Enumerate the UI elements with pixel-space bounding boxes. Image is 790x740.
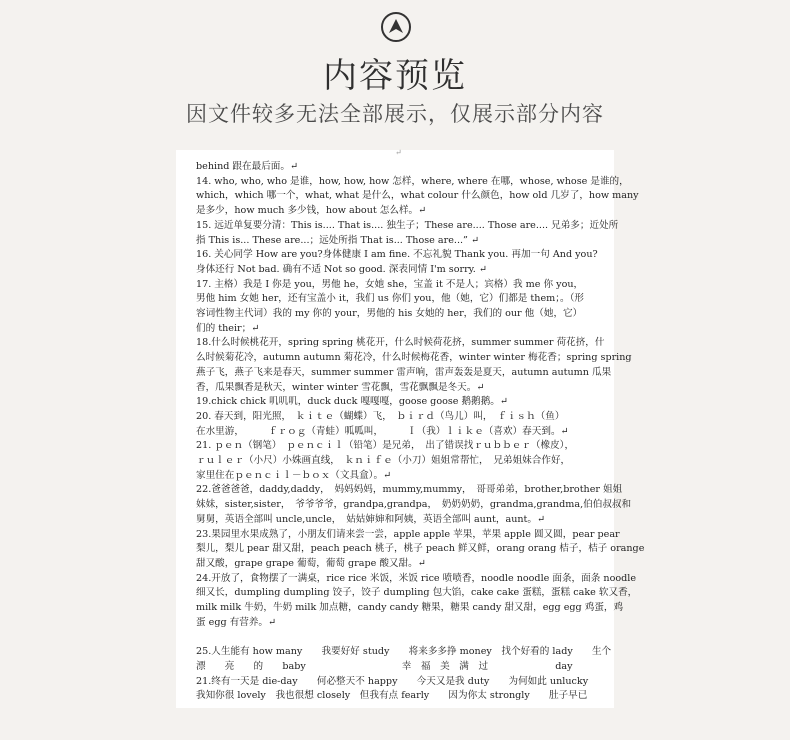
document-line: 蛋 egg 有营养。↵ xyxy=(196,616,277,628)
document-line: behind 跟在最后面。↵ xyxy=(196,161,299,172)
document-line: 家里住在ｐｅｎｃｉｌ－ｂｏｘ（文具盒）。↵ xyxy=(196,469,392,481)
document-line: 23.果园里水果成熟了，小朋友们请来尝一尝，apple apple 苹果，苹果 apple 圆又圆，pear pear xyxy=(196,528,620,540)
document-line: 细又长，dumpling dumpling 饺子，饺子 dumpling 包大馅，cake cake 蛋糕，蛋糕 cake 软又香， xyxy=(196,587,638,599)
document-line: 16. 关心同学 How are you?身体健康 I am fine. 不忘礼貌 Thank you. 再加一句 And you? xyxy=(196,249,598,261)
document-line: which，which 哪一个，what, what 是什么，what colour 什么颜色，how old 几岁了，how many xyxy=(196,190,639,202)
document-line: 燕子飞，燕子飞来是春天，summer summer 雷声响，雷声轰轰是夏天，autumn autumn 瓜果 xyxy=(196,366,612,378)
document-line: 容词性物主代词）我的 my 你的 your，男他的 his 女她的 her，我们的 our 他（她，它） xyxy=(196,308,583,320)
document-line: 17. 主格）我是 I 你是 you，男他 he，女她 she，宝盖 it 不是人；宾格）我 me 你 you， xyxy=(196,278,584,290)
document-line: 身体还行 Not bad. 确有不适 Not so good. 深表同情 I'm sorry. ↵ xyxy=(196,263,487,275)
document-line: 妹妹，sister,sister， 爷爷爷爷，grandpa,grandpa， 奶奶奶奶，grandma,grandma,伯伯叔叔和 xyxy=(196,499,632,511)
up-arrow-icon xyxy=(381,12,411,42)
document-line: 么时候菊花冷，autumn autumn 菊花冷，什么时候梅花香，winter winter 梅花香；spring spring xyxy=(196,352,632,364)
document-line: 是多少，how much 多少钱，how about 怎么样。↵ xyxy=(196,205,427,217)
document-line: 20. 春天到，阳光照， ｋｉｔｅ（蝴蝶）飞， ｂｉｒｄ（鸟儿）叫， ｆｉｓｈ（鱼） xyxy=(196,410,565,422)
preview-header xyxy=(0,0,790,140)
document-line: ｒｕｌｅｒ（小尺）小姝画直线， ｋｎｉｆｅ（小刀）姐姐常帮忙， 兄弟姐妹合作好， xyxy=(196,455,571,467)
document-line: 24.开放了，食物摆了一满桌，rice rice 米饭，米饭 rice 喷喷香，noodle noodle 面条，面条 noodle xyxy=(196,572,637,584)
document-line: 梨儿，梨儿 pear 甜又甜，peach peach 桃子，桃子 peach 鲜又鲜，orang orang 桔子，桔子 orange xyxy=(196,543,645,555)
page-subtitle: 因文件较多无法全部展示，仅展示部分内容 xyxy=(186,102,604,126)
document-line: milk milk 牛奶，牛奶 milk 加点糖，candy candy 糖果，糖果 candy 甜又甜，egg egg 鸡蛋，鸡 xyxy=(196,602,624,614)
document-line: 我知你很 lovely 我也很想 closely 但我有点 fearly 因为你太 strongly 肚子早已 xyxy=(196,690,588,702)
document-line: 在水里游， ｆｒｏｇ（青蛙）呱呱叫， Ｉ（我）ｌｉｋｅ（喜欢）春天到。↵ xyxy=(196,425,569,437)
page-title: 内容预览 xyxy=(323,56,467,96)
document-line: 15. 远近单复要分清：This is.... That is.... 独生子；These are.... Those are.... 兄弟多；近处所 xyxy=(196,219,619,231)
document-line: 18.什么时候桃花开，spring spring 桃花开，什么时候荷花挤，summer summer 荷花挤，什 xyxy=(196,337,605,349)
document-line: 21.终有一天是 die-day 何必整天不 happy 今天又是我 duty 为何如此 unlucky xyxy=(196,675,589,687)
document-line xyxy=(196,631,598,646)
document-line: 19.chick chick 叽叽叽，duck duck 嘎嘎嘎，goose goose 鹅鹅鹅。↵ xyxy=(196,396,508,408)
document-line: 们的 their；↵ xyxy=(196,322,260,334)
document-line: 香，瓜果飘香是秋天，winter winter 雪花飘，雪花飘飘是冬天。↵ xyxy=(196,381,485,393)
document-line: 甜又酸，grape grape 葡萄，葡萄 grape 酸又甜。↵ xyxy=(196,557,426,569)
document-line: 男他 him 女她 her，还有宝盖小 it，我们 us 你们 you，他（她，它）们都是 them；。（形 xyxy=(196,293,585,305)
document-line: 14. who, who, who 是谁，how, how, how 怎样，where, where 在哪，whose, whose 是谁的， xyxy=(196,175,629,187)
document-line: 21. ｐｅｎ（钢笔） ｐｅｎｃｉｌ（铅笔）是兄弟， 出了错误找ｒｕｂｂｅｒ（橡皮）， xyxy=(196,440,575,452)
document-text xyxy=(196,160,645,704)
document-line: 25.人生能有 how many 我要好好 study 将来多多挣 money 找个好看的 lady 生个 xyxy=(196,646,612,658)
paragraph-mark-icon: ↵ xyxy=(395,148,402,157)
document-line: 舅舅，英语全部叫 uncle,uncle， 姑姑婶婶和阿姨，英语全部叫 aunt，aunt。↵ xyxy=(196,513,546,525)
document-line: 漂 亮 的 baby 幸 福 美 满 过 day xyxy=(196,660,573,672)
document-preview xyxy=(176,148,645,708)
document-line: 22.爸爸爸爸，daddy,daddy， 妈妈妈妈，mummy,mummy， 哥哥弟弟，brother,brother 姐姐 xyxy=(196,484,623,496)
document-line: 指 This is... These are...；远处所指 That is... Those are...” ↵ xyxy=(196,234,480,246)
